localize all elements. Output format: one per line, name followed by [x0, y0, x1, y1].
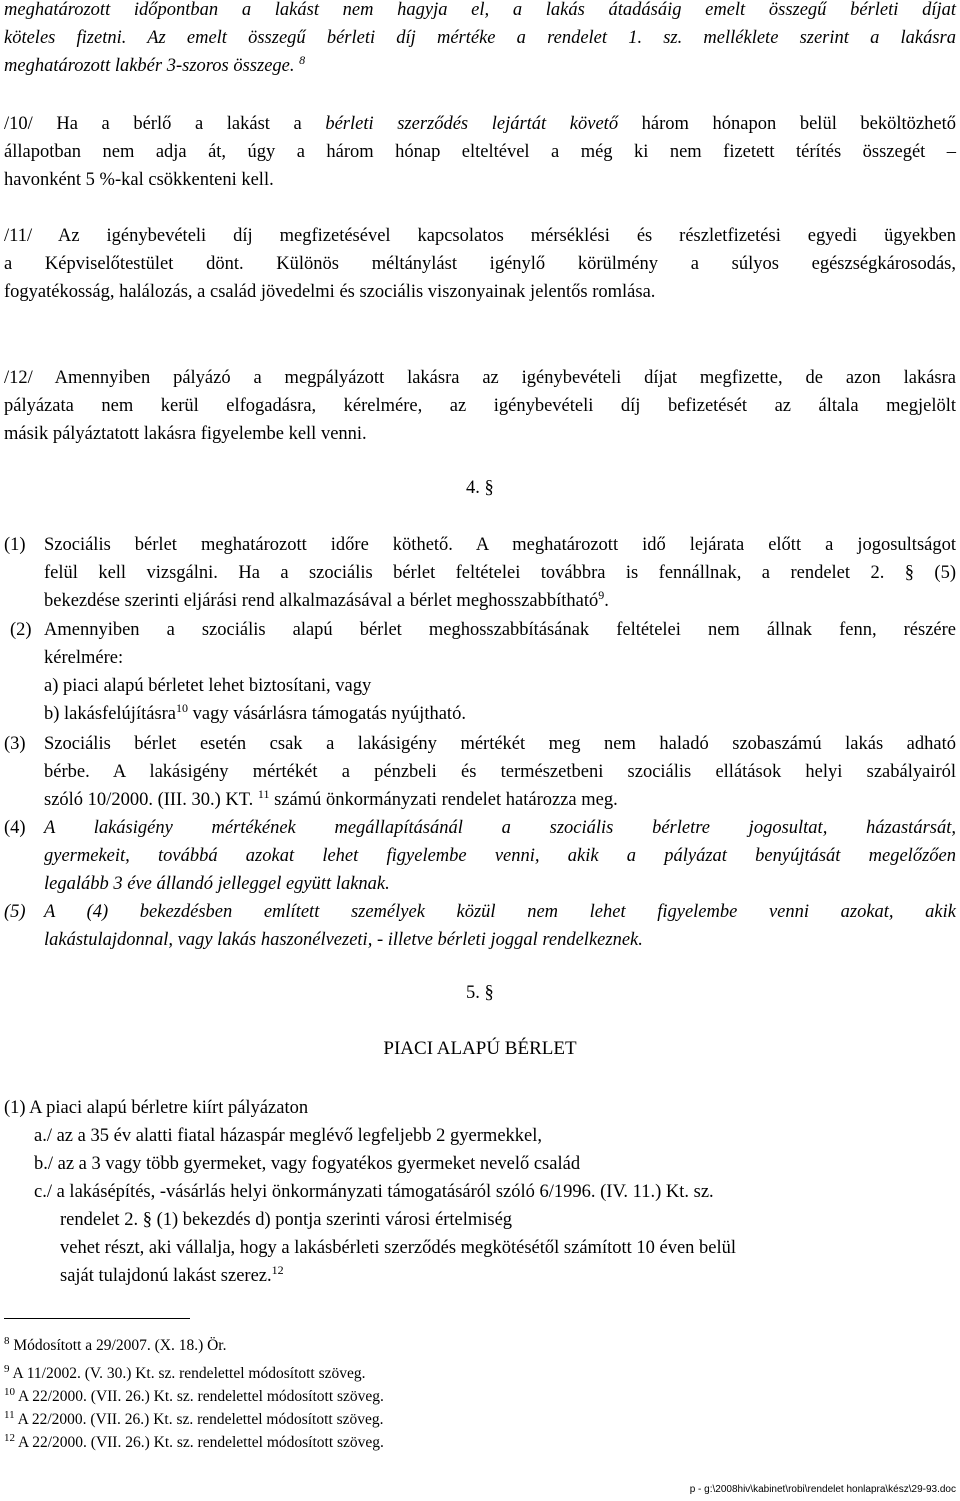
text-line: kérelmére: [44, 648, 124, 668]
section-number-5: 5. § [466, 983, 494, 1003]
subsection-number: (4) [4, 818, 26, 838]
text-line [44, 786, 956, 814]
subsection-4-4 [44, 814, 956, 898]
text-line: bérbe. A lakásigény mértékét a pénzbeli és természetbeni szociális ellátások helyi szabályairól [44, 762, 956, 782]
text-fragment: meghatározott lakbér 3-szoros összege. [4, 56, 295, 76]
text-line: Amennyiben a szociális alapú bérlet meghosszabbításának feltételei nem állnak fenn, részére [44, 620, 956, 640]
paragraph-continuation [4, 0, 956, 80]
footnote-text: A 22/2000. (VII. 26.) Kt. sz. rendelettel módosított szöveg. [15, 1388, 384, 1405]
footnote-number: 8 [4, 1335, 10, 1347]
footnote-number: 10 [4, 1386, 15, 1398]
text-line: legalább 3 éve állandó jelleggel együtt laknak. [44, 874, 390, 894]
text-line: köteles fizetni. Az emelt összegű bérleti díj mértéke a rendelet 1. sz. melléklete szerint a lakásra [4, 28, 956, 48]
footnote-ref[interactable]: 12 [271, 1263, 284, 1277]
section-number-4: 4. § [466, 478, 494, 498]
subsection-number: (5) [4, 902, 26, 922]
text-line: Szociális bérlet meghatározott időre köthető. A meghatározott idő lejárata előtt a jogosultságot [44, 535, 956, 555]
section-title: PIACI ALAPÚ BÉRLET [383, 1038, 577, 1059]
footnote-text: A 22/2000. (VII. 26.) Kt. sz. rendelettel módosított szöveg. [14, 1411, 384, 1428]
footnote-ref[interactable]: 10 [176, 701, 189, 715]
text-fragment: számú önkormányzati rendelet határozza meg. [269, 790, 618, 810]
text-line: másik pályáztatott lakásra figyelembe kell venni. [4, 424, 367, 444]
footnote-ref[interactable]: 8 [299, 53, 306, 67]
subsection-number: (3) [4, 734, 26, 754]
text-fragment-italic: bérleti szerződés lejártát követő [325, 114, 619, 134]
list-item-b: b./ az a 3 vagy több gyermeket, vagy fogyatékos gyermeket nevelő család [34, 1154, 581, 1174]
file-path: p - g:\2008hiv\kabinet\robi\rendelet honlapra\kész\29-93.doc [689, 1484, 956, 1495]
footnote [4, 1387, 384, 1407]
text-fragment: vagy vásárlásra támogatás nyújtható. [188, 704, 466, 724]
list-item-c-cont [60, 1262, 284, 1290]
text-line [4, 52, 956, 80]
footnote [4, 1364, 366, 1384]
text-line [44, 587, 956, 615]
text-line: felül kell vizsgálni. Ha a szociális bérlet feltételei továbbra is fennállnak, a rendelet 2. § (5) [44, 563, 956, 583]
text-line: /12/ Amennyiben pályázó a megpályázott lakásra az igénybevételi díjat megfizette, de azon lakásra [4, 368, 956, 388]
subsection-4-5 [44, 898, 956, 954]
text-line: Szociális bérlet esetén csak a lakásigény mértékét meg nem haladó szobaszámú lakás adható [44, 734, 956, 754]
text-line: meghatározott időpontban a lakást nem hagyja el, a lakás átadásáig emelt összegű bérleti díjat [4, 0, 956, 20]
footnote-number: 9 [4, 1363, 10, 1375]
footnote [4, 1410, 384, 1430]
footnote-text: A 22/2000. (VII. 26.) Kt. sz. rendelettel módosított szöveg. [15, 1434, 384, 1451]
text-line: állapotban nem adja át, úgy a három hónap elteltével a még ki nem fizetett térítés összegét – [4, 142, 956, 162]
text-line: fogyatékosság, halálozás, a család jövedelmi és szociális viszonyainak jelentős romlása. [4, 282, 656, 302]
list-item-c-cont: rendelet 2. § (1) bekezdés d) pontja szerinti városi értelmiség [60, 1210, 513, 1230]
subsection-4-3 [44, 730, 956, 814]
text-line: havonként 5 %-kal csökkenteni kell. [4, 170, 274, 190]
subsection-4-2 [44, 616, 956, 728]
subsection-4-1 [44, 531, 956, 615]
paragraph-11 [4, 222, 956, 306]
list-item: a) piaci alapú bérletet lehet biztosítani, vagy [44, 676, 372, 696]
text-line [4, 110, 956, 138]
footnote-number: 11 [4, 1409, 15, 1421]
list-item [44, 700, 956, 728]
subsection-number: (2) [10, 620, 32, 640]
text-fragment: . [604, 591, 609, 611]
footnote-text: Módosított a 29/2007. (X. 18.) Ör. [9, 1337, 227, 1354]
footnote-text: A 11/2002. (V. 30.) Kt. sz. rendelettel módosított szöveg. [9, 1365, 366, 1382]
text-line: a Képviselőtestület dönt. Különös méltánylást igénylő körülmény a súlyos egészségkárosodás, [4, 254, 956, 274]
subsection-5-1-head: (1) A piaci alapú bérletre kiírt pályázaton [4, 1098, 309, 1118]
text-fragment: szóló 10/2000. (III. 30.) KT. [44, 790, 254, 810]
text-fragment: három hónapon belül beköltözhető [618, 114, 956, 134]
footnote-number: 12 [4, 1432, 15, 1444]
list-item-c-cont: vehet részt, aki vállalja, hogy a lakásbérleti szerződés megkötésétől számított 10 éven belül [60, 1238, 737, 1258]
footnote [4, 1336, 227, 1356]
text-line: gyermekeit, továbbá azokat lehet figyelembe venni, akik a pályázat benyújtását megelőzően [44, 846, 956, 866]
footnote [4, 1433, 384, 1453]
text-fragment: b) lakásfelújításra [44, 704, 177, 724]
footnote-ref[interactable]: 11 [257, 787, 270, 801]
text-line: lakástulajdonnal, vagy lakás haszonélvezeti, - illetve bérleti joggal rendelkeznek. [44, 930, 643, 950]
list-item-c: c./ a lakásépítés, -vásárlás helyi önkormányzati támogatásáról szóló 6/1996. (IV. 11.) Kt. sz. [34, 1182, 714, 1202]
text-line: A lakásigény mértékének megállapításánál a szociális bérletre jogosultat, házastársát, [44, 818, 956, 838]
text-fragment: /10/ Ha a bérlő a lakást a [4, 114, 326, 134]
text-line: pályázata nem kerül elfogadásra, kérelmére, az igénybevételi díj befizetését az általa megjelölt [4, 396, 956, 416]
paragraph-10 [4, 110, 956, 194]
text-fragment: bekezdése szerinti eljárási rend alkalmazásával a bérlet meghosszabbítható [44, 591, 599, 611]
text-line: A (4) bekezdésben említett személyek közül nem lehet figyelembe venni azokat, akik [44, 902, 956, 922]
text-fragment: saját tulajdonú lakást szerez. [60, 1266, 272, 1286]
text-line: /11/ Az igénybevételi díj megfizetésével kapcsolatos mérséklési és részletfizetési egyedi ügyekben [4, 226, 956, 246]
subsection-number: (1) [4, 535, 26, 555]
list-item-a: a./ az a 35 év alatti fiatal házaspár meglévő legfeljebb 2 gyermekkel, [34, 1126, 543, 1146]
footnote-divider [4, 1318, 190, 1319]
paragraph-12 [4, 364, 956, 448]
footnote-ref[interactable]: 9 [598, 588, 605, 602]
